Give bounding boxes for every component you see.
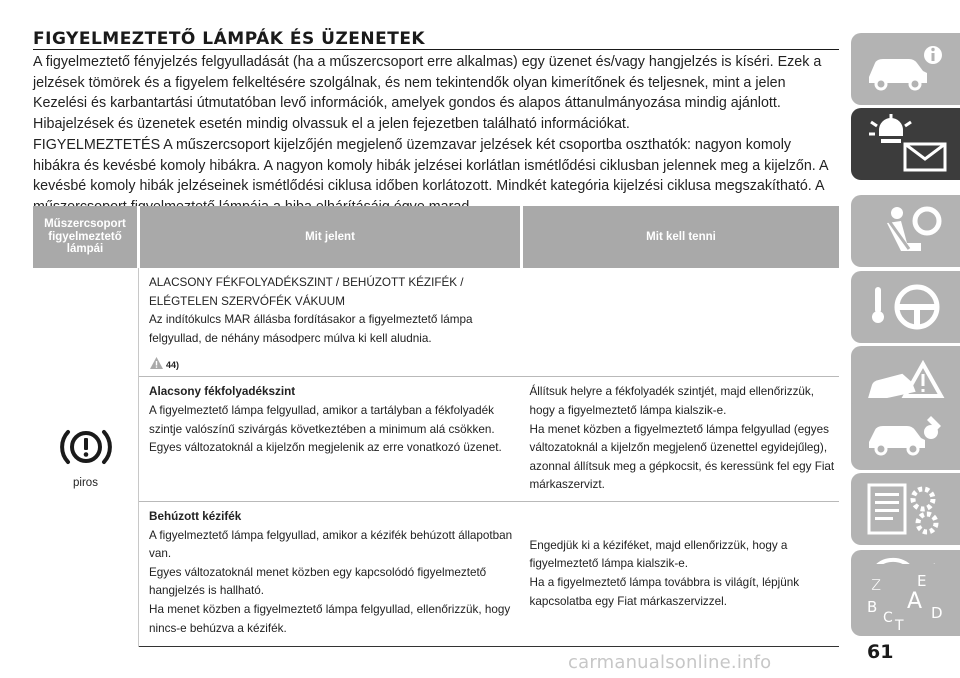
lamp-color-label: piros: [73, 477, 98, 489]
action-cell: [522, 377, 840, 502]
title-divider: [33, 49, 839, 50]
header-lamp: [33, 206, 139, 268]
warning-lights-icon: [861, 112, 951, 176]
page-title: FIGYELMEZTETŐ LÁMPÁK ÉS ÜZENETEK: [33, 29, 426, 49]
meaning-text: Egyes változatoknál menet közben egy kapcsolódó figyelmeztető hangjelzés is hallható.: [149, 565, 487, 598]
header-lamp-label: Műszercsoport figyelmeztető lámpái: [44, 218, 126, 256]
svg-text:C: C: [883, 610, 893, 626]
watermark[interactable]: carmanualsonline.info: [568, 652, 772, 673]
header-action: Mit kell tenni: [522, 206, 840, 268]
warning-lights-table: [33, 206, 839, 647]
action-text: Ha a figyelmeztető lámpa továbbra is világít, lépjünk kapcsolatba egy Fiat márkaszervizzel.: [529, 576, 800, 608]
svg-text:T: T: [895, 618, 904, 632]
action-cell: [522, 501, 840, 646]
action-text: Engedjük ki a kéziféket, majd ellenőrizzük, hogy a figyelmeztető lámpa kialszik-e.: [529, 538, 788, 571]
sidebar-tab-warning-lights[interactable]: [851, 108, 960, 180]
sidebar-tab-technical-data[interactable]: [851, 473, 960, 545]
intro-text: [33, 52, 841, 218]
svg-text:B: B: [867, 598, 878, 616]
table-header-row: [33, 206, 839, 268]
meaning-text: A figyelmeztető lámpa felgyullad, amikor a tartályban a fékfolyadék szintje valószínű szivárgás következtében a minimum alá csökken.: [149, 403, 495, 436]
svg-text:D: D: [931, 604, 943, 622]
sidebar-tab-starting-driving[interactable]: [851, 271, 960, 343]
table-row: [33, 501, 839, 646]
meaning-text: Az indítókulcs MAR állásba fordításakor a figyelmeztető lámpa felgyullad, de néhány másodperc múlva ki kell aludnia.: [149, 313, 473, 345]
intro-paragraph-1: A figyelmeztető fényjelzés felgyulladását (ha a műszercsoport erre alkalmas) egy üzenet és/vagy hangjelzés is kíséri. Ezek a jelzések tömörek és a figyelem felkeltésére szolgálnak, és nem tekintendők olyan kimerítőnek és teljesnek, mint a jelen Kezelési és karbantartási útmutatóban levő információk, amelyek gondos és alapos áttanulmányozása mindig ajánlott. Hibajelzések és üzenetek esetén mindig olvassuk el a jelen fejezetben található információkat.: [33, 54, 822, 133]
sidebar-tab-safety[interactable]: [851, 195, 960, 267]
table-row: [33, 268, 839, 377]
svg-text:E: E: [917, 572, 927, 590]
lamp-cell: [33, 268, 139, 647]
sidebar-tab-index[interactable]: [851, 564, 960, 636]
action-cell: [522, 268, 840, 377]
row-heading: Behúzott kézifék: [149, 509, 242, 523]
meaning-cell: [139, 377, 522, 502]
intro-paragraph-2: FIGYELMEZTETÉS A műszercsoport kijelzőjén megjelenő üzemzavar jelzések két csoportba oszthatók: nagyon komoly hibákra és kevésbé komoly hibákra. A nagyon komoly hibák jelzései korlátlan ismétlődési ciklusban jelennek meg a kijelzőn. A kevésbé komoly hibák jelzéseinek ismétlődési ciklusa időben korlátozott. Mindkét kategória kijelzési ciklusa megszakítható. A: [33, 136, 828, 195]
meaning-text: ALACSONY FÉKFOLYADÉKSZINT / BEHÚZOTT KÉZIFÉK / ELÉGTELEN SZERVÓFÉK VÁKUUM: [149, 276, 464, 308]
row-heading: Alacsony fékfolyadékszint: [149, 385, 296, 399]
action-text: Ha menet közben a figyelmeztető lámpa felgyullad (egyes változatoknál a kijelzőn megjelenő üzenettel egyidejűleg), azonnal állítsuk meg a gépkocsit, és keressünk fel egy Fiat márkaszervizt.: [529, 422, 835, 492]
sidebar-tab-car-info[interactable]: [851, 33, 960, 105]
alphabetical-index-icon: [861, 568, 951, 632]
warning-triangle-icon: [149, 356, 164, 370]
sidebar-tab-maintenance[interactable]: [851, 398, 960, 470]
car-maintenance-icon: [861, 402, 951, 466]
safety-seatbelt-airbag-icon: [861, 199, 951, 263]
meaning-text: Ha menet közben a figyelmeztető lámpa felgyullad, ellenőrizzük, hogy nincs-e behúzva a kézifék.: [149, 602, 511, 635]
svg-text:A: A: [907, 589, 923, 614]
brake-warning-icon: [59, 422, 113, 472]
table-row: [33, 377, 839, 502]
page-number: 61: [867, 641, 894, 663]
meaning-text: A figyelmeztető lámpa felgyullad, amikor a kézifék behúzott állapotban van.: [149, 528, 513, 561]
note-number: 44): [166, 360, 180, 371]
meaning-text: Egyes változatoknál a kijelzőn megjelenik az erre vonatkozó üzenet.: [149, 441, 502, 455]
note-reference: [149, 354, 518, 370]
technical-data-icon: [861, 477, 951, 541]
meaning-cell: [139, 501, 522, 646]
steering-wheel-ignition-icon: [861, 275, 951, 339]
header-meaning: Mit jelent: [139, 206, 522, 268]
svg-text:Z: Z: [871, 576, 882, 594]
car-info-icon: [861, 37, 951, 101]
action-text: Állítsuk helyre a fékfolyadék szintjét, majd ellenőrizzük, hogy a figyelmeztető lámpa kialszik-e.: [529, 385, 815, 417]
meaning-cell: [139, 268, 522, 377]
